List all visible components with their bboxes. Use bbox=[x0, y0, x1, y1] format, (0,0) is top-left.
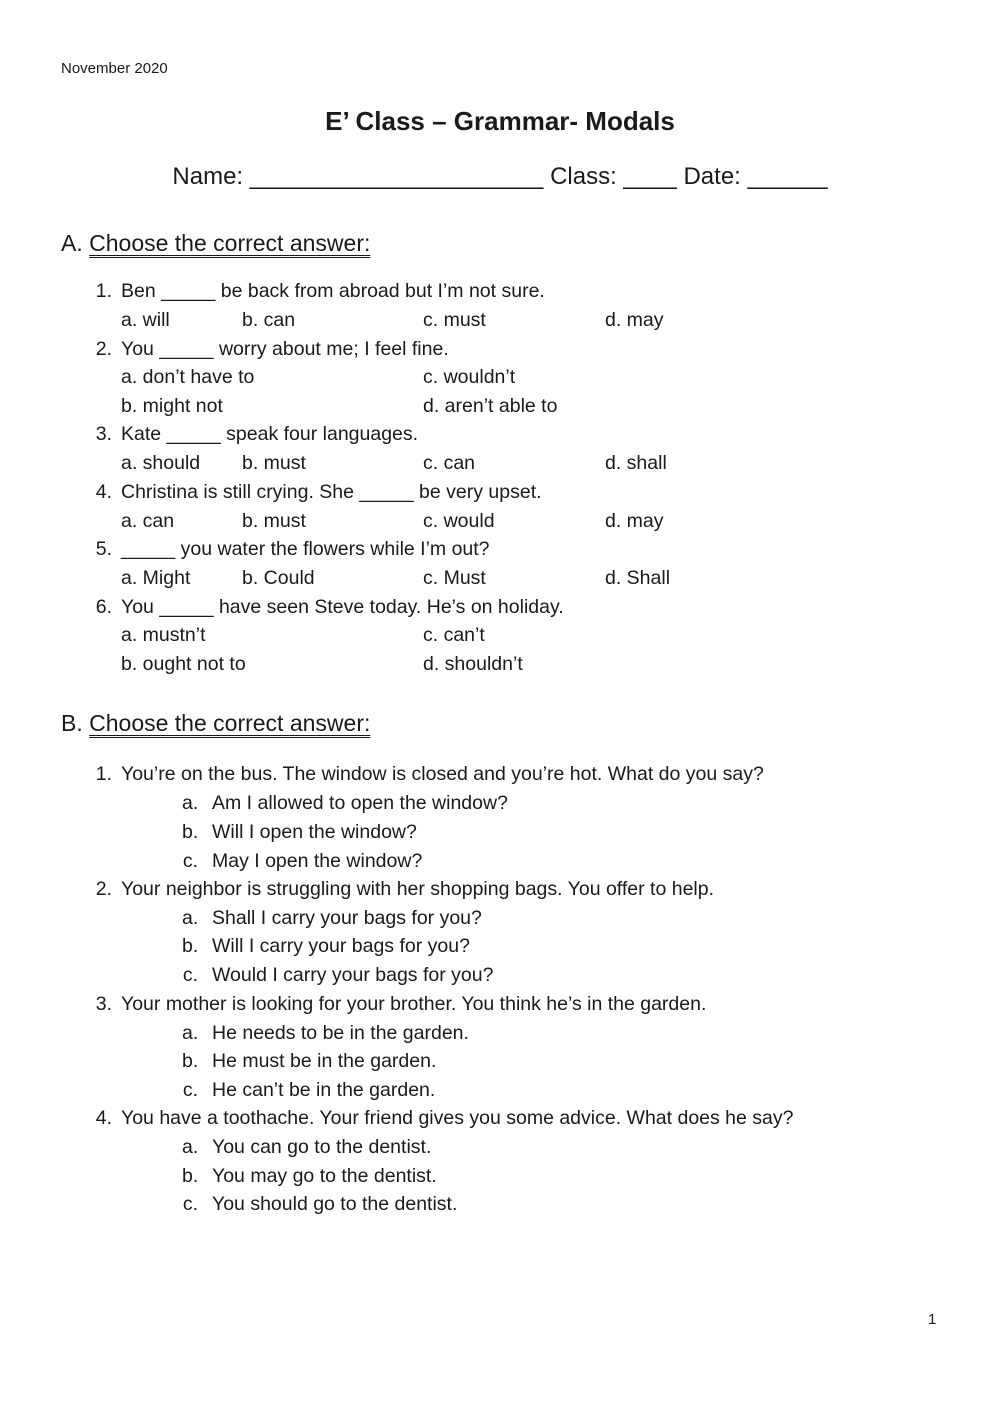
question-number: 3. bbox=[95, 993, 112, 1015]
option-c[interactable]: c. can bbox=[423, 452, 476, 474]
option-label: a. bbox=[182, 1136, 199, 1158]
option-text: You can go to the dentist. bbox=[212, 1136, 432, 1158]
option-text: He can’t be in the garden. bbox=[212, 1079, 436, 1101]
option-d[interactable]: d. aren’t able to bbox=[423, 395, 558, 417]
question-text: You _____ have seen Steve today. He’s on holiday. bbox=[121, 596, 564, 618]
option-text: Will I open the window? bbox=[212, 821, 417, 843]
section-b-title: Choose the correct answer: bbox=[89, 710, 371, 736]
option-d[interactable]: d. may bbox=[605, 309, 664, 331]
question-text: Your neighbor is struggling with her shopping bags. You offer to help. bbox=[121, 878, 715, 900]
option-text: Would I carry your bags for you? bbox=[212, 964, 494, 986]
question-text: Christina is still crying. She _____ be very upset. bbox=[121, 481, 542, 503]
option-b[interactable]: b. ought not to bbox=[121, 653, 246, 675]
option-b[interactable]: b. must bbox=[242, 452, 306, 474]
option-label: c. bbox=[182, 850, 198, 872]
option-text: Shall I carry your bags for you? bbox=[212, 907, 482, 929]
question-text: _____ you water the flowers while I’m out? bbox=[121, 538, 490, 560]
question-text: Your mother is looking for your brother. You think he’s in the garden. bbox=[121, 993, 707, 1015]
option-label: a. bbox=[182, 792, 199, 814]
option-b[interactable]: b. must bbox=[242, 510, 306, 532]
option-text: Will I carry your bags for you? bbox=[212, 935, 470, 957]
page-title: E’ Class – Grammar- Modals bbox=[325, 106, 675, 136]
option-c[interactable]: c. must bbox=[423, 309, 486, 331]
option-b[interactable]: b. might not bbox=[121, 395, 223, 417]
question-number: 3. bbox=[95, 423, 112, 445]
question-number: 2. bbox=[95, 338, 112, 360]
option-text: Am I allowed to open the window? bbox=[212, 792, 508, 814]
question-number: 6. bbox=[95, 596, 112, 618]
page-number: 1 bbox=[928, 1311, 937, 1328]
option-text: You should go to the dentist. bbox=[212, 1193, 458, 1215]
option-label: c. bbox=[182, 964, 198, 986]
question-text: You _____ worry about me; I feel fine. bbox=[121, 338, 449, 360]
option-c[interactable]: c. would bbox=[423, 510, 495, 532]
option-text: You may go to the dentist. bbox=[212, 1165, 437, 1187]
question-number: 1. bbox=[95, 280, 112, 302]
option-label: c. bbox=[182, 1079, 198, 1101]
option-text: May I open the window? bbox=[212, 850, 423, 872]
question-number: 1. bbox=[95, 763, 112, 785]
student-info-line: Name: ______________________ Class: ____ Date: ______ bbox=[172, 163, 828, 190]
option-a[interactable]: a. will bbox=[121, 309, 170, 331]
option-d[interactable]: d. Shall bbox=[605, 567, 671, 589]
option-b[interactable]: b. can bbox=[242, 309, 296, 331]
option-a[interactable]: a. mustn’t bbox=[121, 624, 206, 646]
option-d[interactable]: d. shall bbox=[605, 452, 667, 474]
option-a[interactable]: a. should bbox=[121, 452, 201, 474]
option-a[interactable]: a. don’t have to bbox=[121, 366, 255, 388]
option-label: b. bbox=[182, 821, 199, 843]
option-a[interactable]: a. can bbox=[121, 510, 175, 532]
section-a-letter: A. bbox=[61, 230, 83, 256]
option-b[interactable]: b. Could bbox=[242, 567, 315, 589]
section-b-heading bbox=[61, 710, 370, 737]
question-number: 2. bbox=[95, 878, 112, 900]
option-c[interactable]: c. Must bbox=[423, 567, 486, 589]
section-a-title: Choose the correct answer: bbox=[89, 230, 371, 256]
option-label: a. bbox=[182, 1022, 199, 1044]
option-d[interactable]: d. may bbox=[605, 510, 664, 532]
question-number: 4. bbox=[95, 481, 112, 503]
option-c[interactable]: c. wouldn’t bbox=[423, 366, 516, 388]
option-label: a. bbox=[182, 907, 199, 929]
question-text: You have a toothache. Your friend gives you some advice. What does he say? bbox=[121, 1107, 794, 1129]
question-text: You’re on the bus. The window is closed and you’re hot. What do you say? bbox=[121, 763, 764, 785]
question-number: 4. bbox=[95, 1107, 112, 1129]
question-number: 5. bbox=[95, 538, 112, 560]
option-text: He must be in the garden. bbox=[212, 1050, 437, 1072]
document-date: November 2020 bbox=[61, 60, 168, 77]
option-text: He needs to be in the garden. bbox=[212, 1022, 469, 1044]
option-label: c. bbox=[182, 1193, 198, 1215]
section-a-heading bbox=[61, 230, 370, 257]
option-label: b. bbox=[182, 1050, 199, 1072]
option-a[interactable]: a. Might bbox=[121, 567, 191, 589]
question-text: Kate _____ speak four languages. bbox=[121, 423, 419, 445]
section-b-letter: B. bbox=[61, 710, 83, 736]
option-label: b. bbox=[182, 935, 199, 957]
option-c[interactable]: c. can’t bbox=[423, 624, 485, 646]
question-text: Ben _____ be back from abroad but I’m not sure. bbox=[121, 280, 545, 302]
option-d[interactable]: d. shouldn’t bbox=[423, 653, 523, 675]
option-label: b. bbox=[182, 1165, 199, 1187]
